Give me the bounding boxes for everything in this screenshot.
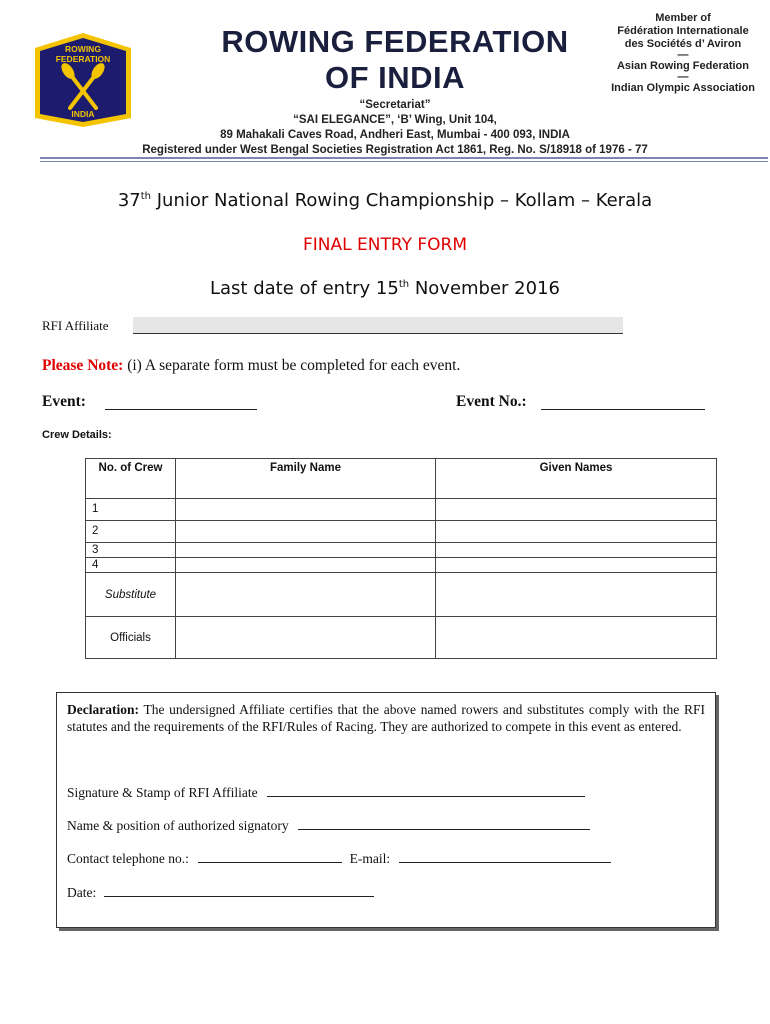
affiliate-field[interactable]: [133, 317, 623, 334]
member-dash: —: [677, 71, 689, 83]
federation-title: [195, 24, 595, 96]
event-no-field[interactable]: [541, 409, 705, 410]
substitute-row: [86, 573, 717, 617]
signatory-row: [67, 818, 590, 834]
please-note: [42, 357, 460, 375]
officials-family-name-cell[interactable]: [176, 617, 436, 659]
form-title: FINAL ENTRY FORM: [302, 235, 467, 255]
family-name-cell[interactable]: [176, 543, 436, 558]
phone-field[interactable]: [198, 862, 342, 863]
email-label: E-mail:: [349, 851, 391, 866]
registration-line: Registered under West Bengal Societies Registration Act 1861, Reg. No. S/18918 of 1976 - 77: [142, 144, 648, 156]
given-names-cell[interactable]: [436, 558, 717, 573]
declaration-paragraph: [67, 701, 705, 735]
signatory-label: Name & position of authorized signatory: [67, 818, 289, 833]
table-row: [86, 543, 717, 558]
crew-table-header: [86, 459, 717, 499]
given-names-cell[interactable]: [436, 543, 717, 558]
member-org3: Indian Olympic Association: [611, 82, 755, 94]
please-note-text: (i) A separate form must be completed for each event.: [123, 357, 461, 374]
contact-row: [67, 851, 611, 867]
table-row: [86, 499, 717, 521]
address-line1: “SAI ELEGANCE”, ‘B’ Wing, Unit 104,: [293, 114, 497, 126]
officials-label: Officials: [86, 617, 176, 659]
officials-given-names-cell[interactable]: [436, 617, 717, 659]
event-field[interactable]: [105, 409, 257, 410]
affiliate-label: RFI Affiliate: [42, 318, 109, 333]
declaration-label: Declaration:: [67, 702, 139, 717]
phone-label: Contact telephone no.:: [67, 851, 189, 866]
federation-title-line1: ROWING FEDERATION: [221, 24, 569, 59]
member-dash: —: [677, 49, 689, 61]
signatory-field[interactable]: [298, 829, 590, 830]
given-names-cell[interactable]: [436, 521, 717, 543]
substitute-label: Substitute: [86, 573, 176, 617]
signature-row: [67, 785, 585, 801]
last-date-heading: Last date of entry 15th November 2016: [210, 278, 560, 299]
header-family-name: Family Name: [176, 459, 436, 499]
signature-label: Signature & Stamp of RFI Affiliate: [67, 785, 258, 800]
crew-details-label: Crew Details:: [42, 429, 112, 441]
header-given-names: Given Names: [436, 459, 717, 499]
member-org1-line2: des Sociétés d’ Aviron: [624, 38, 742, 50]
championship-heading: 37th Junior National Rowing Championship – Kollam – Kerala: [117, 190, 653, 211]
header-no-of-crew: No. of Crew: [86, 459, 176, 499]
please-note-label: Please Note:: [42, 357, 124, 374]
table-row: [86, 521, 717, 543]
header-divider: [40, 161, 768, 162]
given-names-cell[interactable]: [436, 499, 717, 521]
email-field[interactable]: [399, 862, 611, 863]
substitute-family-name-cell[interactable]: [176, 573, 436, 617]
crew-table: [85, 458, 717, 659]
family-name-cell[interactable]: [176, 499, 436, 521]
crew-number: 4: [86, 558, 176, 573]
date-row: [67, 885, 374, 901]
officials-row: [86, 617, 717, 659]
signature-field[interactable]: [267, 796, 585, 797]
family-name-cell[interactable]: [176, 558, 436, 573]
federation-title-line2: OF INDIA: [324, 60, 466, 95]
event-no-label: Event No.:: [456, 393, 527, 410]
substitute-given-names-cell[interactable]: [436, 573, 717, 617]
member-org2: Asian Rowing Federation: [616, 60, 749, 72]
member-heading: Member of: [655, 12, 711, 24]
secretariat-address: [130, 98, 660, 158]
date-label: Date:: [67, 885, 97, 900]
crew-number: 3: [86, 543, 176, 558]
date-field[interactable]: [104, 896, 374, 897]
address-line2: 89 Mahakali Caves Road, Andheri East, Mumbai - 400 093, INDIA: [220, 129, 570, 141]
membership-block: [598, 12, 768, 95]
logo-text-top: ROWING FEDERATION: [55, 44, 111, 64]
table-row: [86, 558, 717, 573]
header-divider: [40, 157, 768, 159]
event-label: Event:: [42, 393, 86, 410]
crew-number: 2: [86, 521, 176, 543]
declaration-box: [56, 692, 716, 928]
member-org1-line1: Fédération Internationale: [617, 25, 749, 37]
logo-text-bottom: INDIA: [71, 109, 95, 119]
crew-number: 1: [86, 499, 176, 521]
secretariat-label: “Secretariat”: [359, 99, 431, 111]
federation-logo: [30, 30, 136, 130]
family-name-cell[interactable]: [176, 521, 436, 543]
declaration-text: The undersigned Affiliate certifies that the above named rowers and substitutes comply with the RFI statutes and the requirements of the RFI/Rules of Racing. They are authorized to compete in this event as entered.: [67, 702, 705, 734]
